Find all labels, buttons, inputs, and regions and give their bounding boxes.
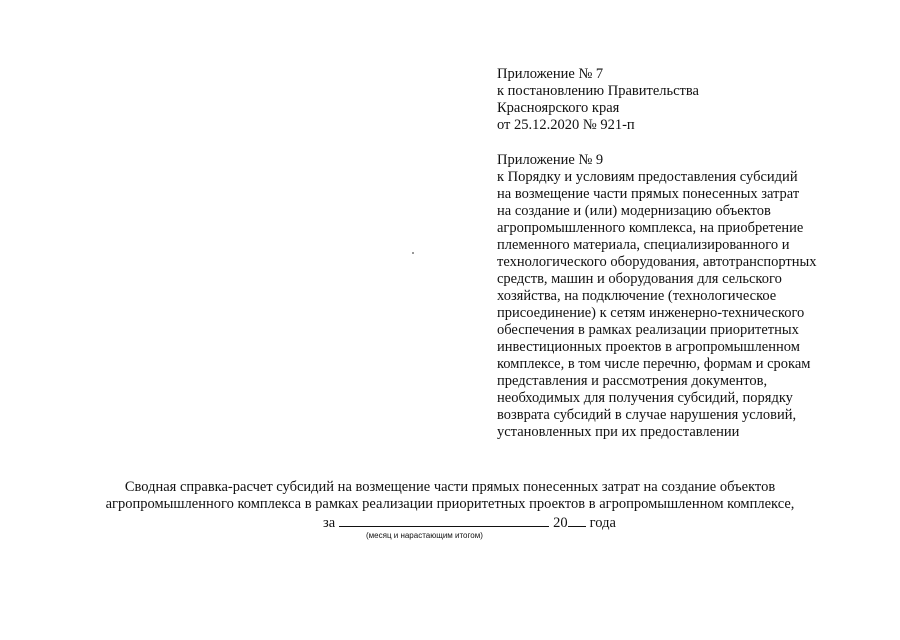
- appendix-9-line: агропромышленного комплекса, на приобретение: [497, 220, 804, 236]
- appendix-9-line: средств, машин и оборудования для сельского: [497, 271, 782, 287]
- appendix-7-line: от 25.12.2020 № 921-п: [497, 117, 635, 133]
- document-title-line: Сводная справка-расчет субсидий на возмещение части прямых понесенных затрат на создание объектов: [124, 479, 776, 495]
- appendix-9-line: установленных при их предоставлении: [497, 424, 740, 440]
- appendix-9-line: к Порядку и условиям предоставления субсидий: [497, 169, 798, 185]
- period-prefix: за: [323, 515, 336, 531]
- appendix-9-line: хозяйства, на подключение (технологическое: [497, 288, 777, 304]
- appendix-7-line: Красноярского края: [497, 100, 620, 116]
- appendix-9-line: инвестиционных проектов в агропромышленном: [497, 339, 800, 355]
- appendix-9-line: представления и рассмотрения документов,: [497, 373, 768, 389]
- year-blank-field[interactable]: [568, 513, 586, 527]
- scan-speck: [412, 252, 414, 254]
- year-prefix: 20: [553, 515, 568, 531]
- period-hint: (месяц и нарастающим итогом): [366, 531, 483, 540]
- appendix-9-header: [497, 152, 817, 441]
- appendix-9-line: возврата субсидий в случае нарушения условий,: [497, 407, 797, 423]
- reporting-period-line: [323, 513, 616, 532]
- period-blank-field[interactable]: [339, 513, 549, 527]
- appendix-9-line: Приложение № 9: [497, 152, 604, 168]
- appendix-9-line: на создание и (или) модернизацию объектов: [497, 203, 771, 219]
- appendix-9-line: присоединение) к сетям инженерно-технического: [497, 305, 805, 321]
- appendix-7-line: Приложение № 7: [497, 66, 604, 82]
- appendix-9-line: на возмещение части прямых понесенных затрат: [497, 186, 800, 202]
- appendix-7-line: к постановлению Правительства: [497, 83, 699, 99]
- appendix-9-line: комплексе, в том числе перечню, формам и срокам: [497, 356, 811, 372]
- document-title-line: агропромышленного комплекса в рамках реализации приоритетных проектов в агропромышленном комплексе,: [105, 496, 795, 512]
- appendix-9-line: необходимых для получения субсидий, порядку: [497, 390, 793, 406]
- appendix-9-line: технологического оборудования, автотранспортных: [497, 254, 817, 270]
- document-title: [0, 479, 900, 513]
- appendix-7-header: [497, 66, 699, 134]
- period-suffix: года: [589, 515, 616, 531]
- appendix-9-line: обеспечения в рамках реализации приоритетных: [497, 322, 799, 338]
- appendix-9-line: племенного материала, специализированного и: [497, 237, 790, 253]
